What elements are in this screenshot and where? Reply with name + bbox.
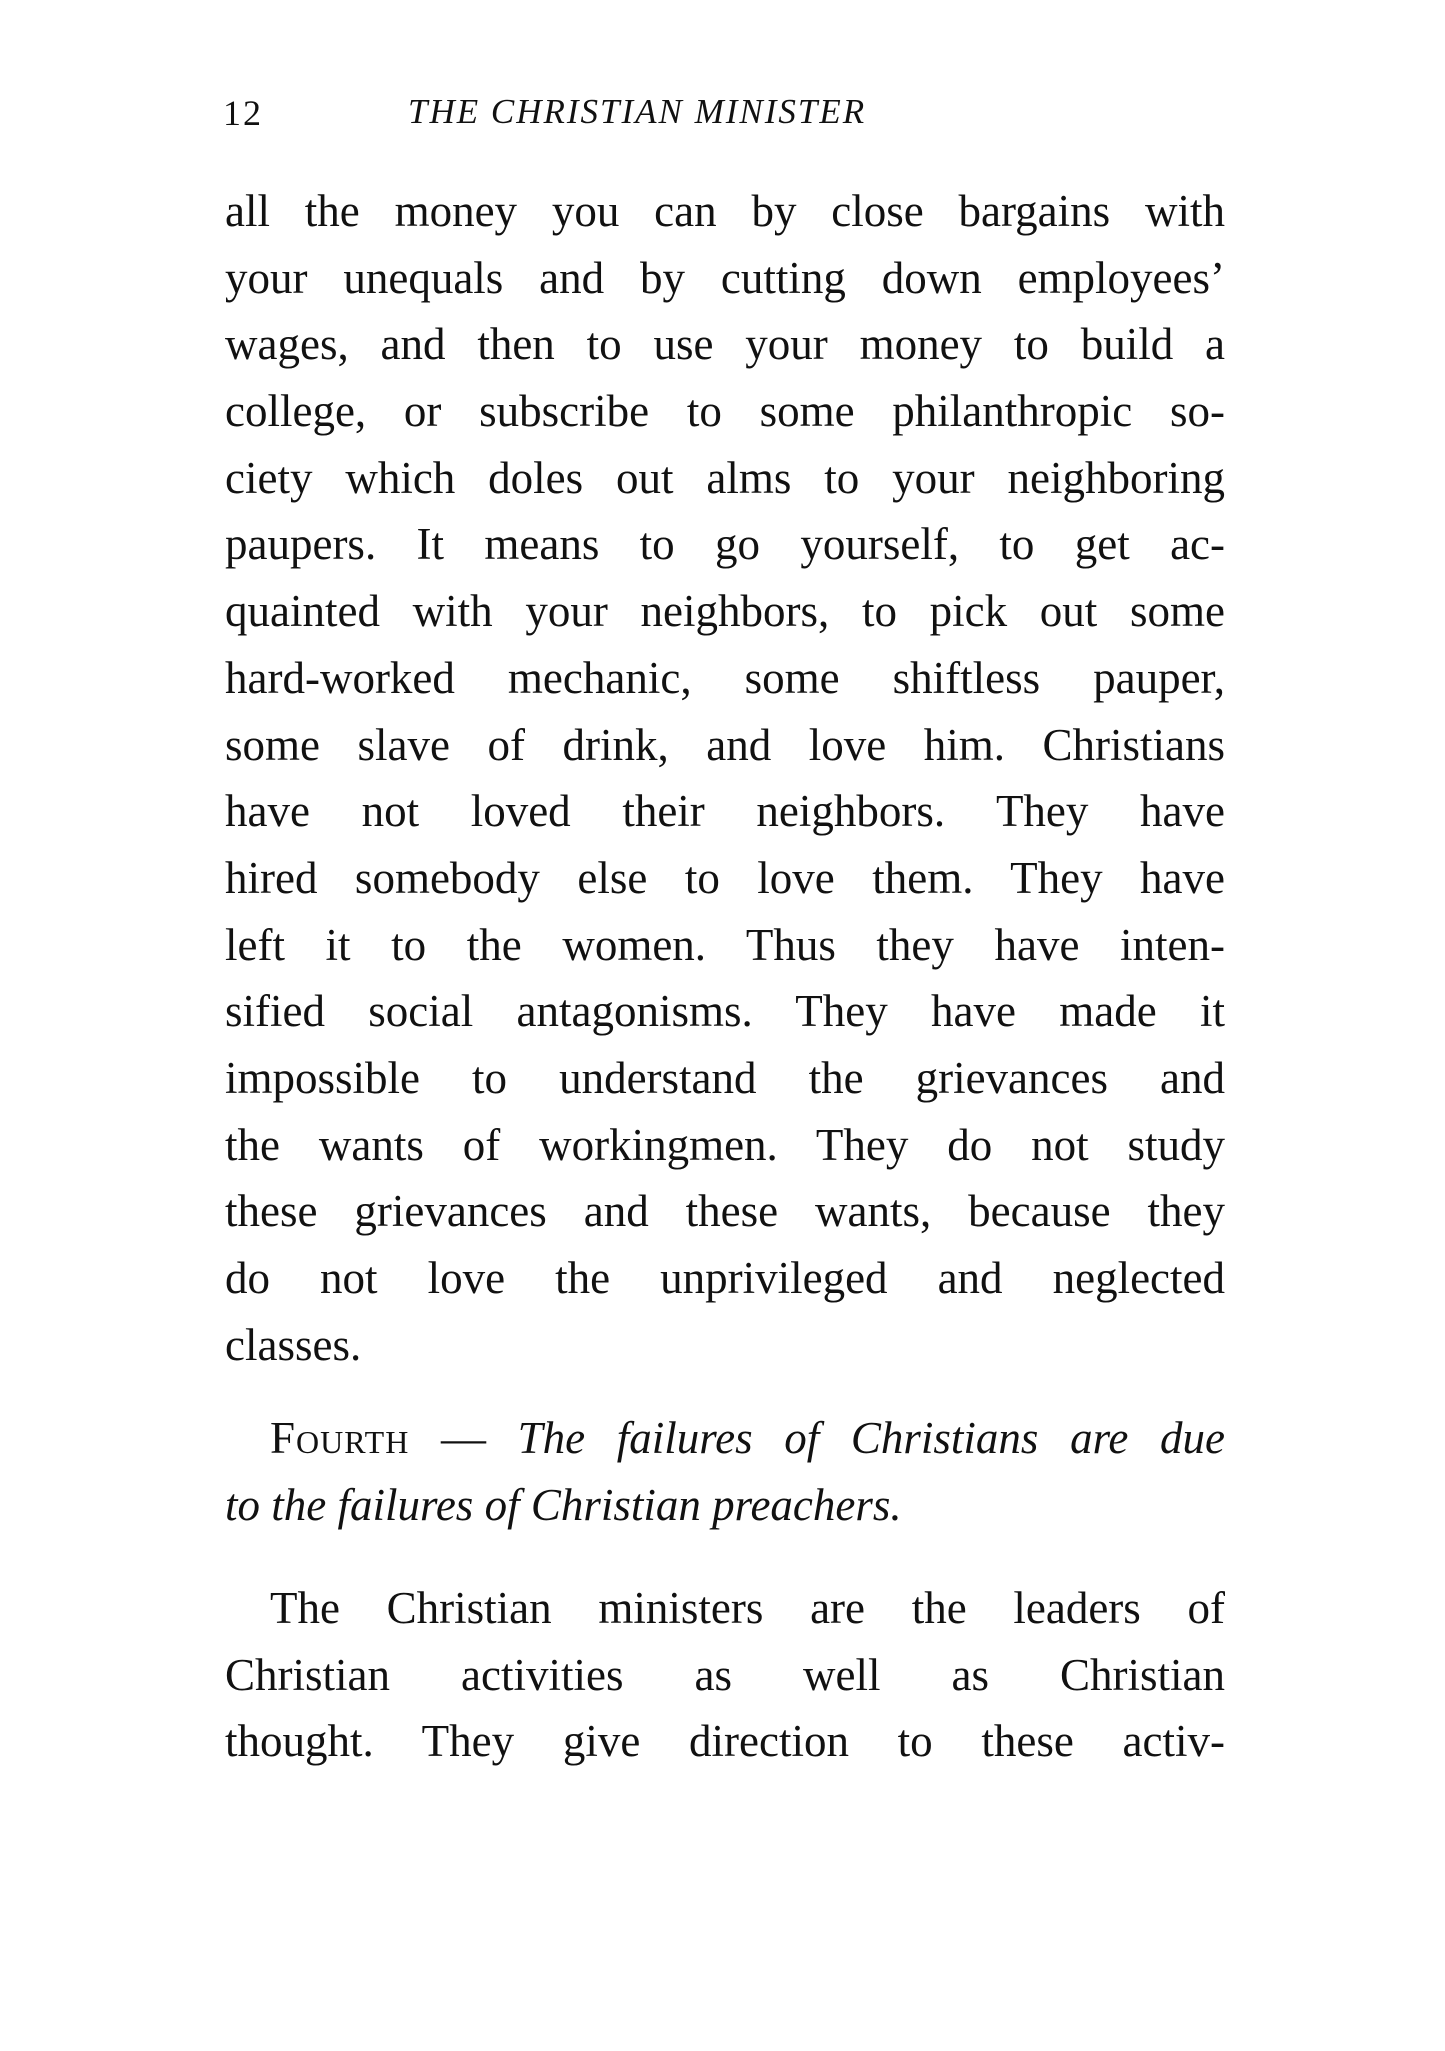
paragraph-line: hard-worked mechanic, some shiftless pauper,: [225, 652, 1225, 703]
paragraph-line: classes.: [225, 1319, 362, 1370]
heading-label: Fourth: [270, 1413, 410, 1463]
paragraph-line: ciety which doles out alms to your neighboring: [225, 452, 1225, 503]
paragraph-1: [225, 178, 1225, 1378]
paragraph-line: hired somebody else to love them. They have: [225, 852, 1225, 903]
paragraph-2: [225, 1575, 1225, 1775]
section-heading: [225, 1405, 1225, 1538]
paragraph-line: left it to the women. Thus they have inten-: [225, 919, 1225, 970]
running-head: [223, 92, 1223, 142]
page-number: 12: [223, 93, 263, 133]
paragraph-line: the wants of workingmen. They do not study: [225, 1119, 1225, 1170]
paragraph-line: have not loved their neighbors. They have: [225, 786, 1225, 837]
paragraph-line: all the money you can by close bargains with: [225, 186, 1225, 236]
heading-line: [225, 1405, 1225, 1472]
heading-italic-text: The failures of Christians are due: [517, 1413, 1225, 1463]
paragraph-line: your unequals and by cutting down employees’: [225, 252, 1225, 303]
paragraph-line: impossible to understand the grievances and: [225, 1052, 1225, 1103]
heading-dash: —: [409, 1413, 518, 1463]
paragraph-line: The Christian ministers are the leaders of: [270, 1583, 1225, 1633]
paragraph-line: college, or subscribe to some philanthropic so-: [225, 386, 1225, 437]
paragraph-line: these grievances and these wants, because they: [225, 1186, 1225, 1237]
paragraph-line: thought. They give direction to these activ-: [225, 1716, 1225, 1767]
paragraph-line: do not love the unprivileged and neglected: [225, 1253, 1225, 1303]
paragraph-line: wages, and then to use your money to build a: [225, 319, 1225, 370]
running-title: THE CHRISTIAN MINISTER: [408, 92, 867, 131]
paragraph-line: some slave of drink, and love him. Christians: [225, 719, 1225, 770]
paragraph-line: paupers. It means to go yourself, to get ac-: [225, 519, 1225, 570]
heading-line: to the failures of Christian preachers.: [225, 1479, 902, 1530]
paragraph-line: sified social antagonisms. They have made it: [225, 986, 1225, 1037]
paragraph-line: quainted with your neighbors, to pick out some: [225, 586, 1225, 637]
paragraph-line: Christian activities as well as Christian: [225, 1649, 1225, 1700]
